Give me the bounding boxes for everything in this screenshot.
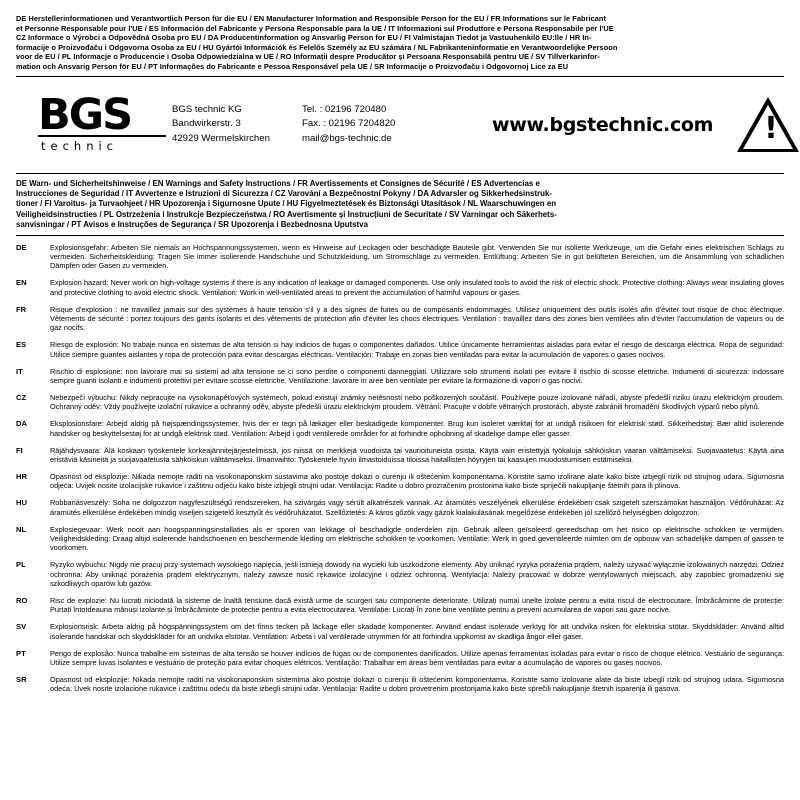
warning-triangle-symbol xyxy=(713,97,800,152)
safety-instructions-table xyxy=(16,243,784,702)
warning-triangle-icon xyxy=(737,97,799,152)
language-text: Explosiegevaar: Werk nooit aan hoogspanningsinstallaties als er sporen van lekkage of beschadigde onderdelen zijn. Gebruik alleen geïsoleerd gereedschap om het risico op elektrische schokken te vermijden. Veiligheidskleding: Draag altijd isolerende handschoenen en beschermende kleding om elektrische schokken te voorkomen. Ventilatie: Werk in goed geventileerde ruimten om de opbouw van schadelijke dampen of gassen te voorkomen. xyxy=(50,524,784,553)
language-text: Rischio di esplosione: non lavorare mai su sistemi ad alta tensione se ci sono perdite o componenti danneggiati. Utilizzare solo strumenti isolati per evitare il rischio di scosse elettriche. Indumenti di sicurezza: indossare sempre guanti isolanti e indumenti protettivi per evitare scosse elettriche. Ventilazione: lavorare in aree ben ventilate per evitare la formazione di vapori o gas nocivi. xyxy=(50,366,784,386)
header-line: et Personne Responsable pour l'UE / ES Información del Fabricante y Persona Responsable para la UE / IT Informazioni sul Produttore e Persona Responsabile per l'UE xyxy=(16,23,614,33)
language-text: Opasnost od eksplozije: Nikada nemojte raditi na visokonaponskim sustavima ako postoje dokazi o curenju ili oštećenim komponentama. Koristite samo izolirane alate kako biste izbjegli rizik od strujnog udara. Sigurnosna odjeća: Uvijek nosite izolacijske rukavice i zaštitnu odjeću kako biste izbjegli strujni udar. Ventilacija: Radite u dobro prozračenim prostorima kako biste spriječili nakupljanje štetnih para ili plinova. xyxy=(50,471,784,491)
language-text: Eksplosionsfare: Arbejd aldrig på højspændingssystemer, hvis der er tegn på lækager eller beskadigede komponenter. Brug kun isoleret værktøj for at undgå risikoen for elektrisk stød. Sikkerhedstøj: Bær altid isolerende handsker og beskyttelsestøj for at undgå elektrisk stød. Ventilation: Arbejd i godt ventilerede områder for at forhindre ophobning af skadelige dampe eller gasser. xyxy=(50,419,784,438)
table-row xyxy=(16,622,784,648)
company-contact-band xyxy=(16,77,784,173)
language-code: PT xyxy=(16,648,26,658)
header-line: voor de EU / PL Informacje o Producencie i Osoba Odpowiedzialna w UE / RO Informații despre Producător și Persoana Responsabilă pentru UE / SV Tillverkarinfor- xyxy=(16,52,600,62)
manufacturer-information-header xyxy=(16,14,784,72)
language-code: EN xyxy=(16,278,27,288)
language-code: DA xyxy=(16,419,27,429)
language-code: HU xyxy=(16,498,27,508)
language-text: Perigo de explosão: Nunca trabalhe em sistemas de alta tensão se houver indícios de fugas ou de componentes danificados. Utilize apenas ferramentas isoladas para evitar o risco de choque elétrico. Vestuário de segurança: Utilize sempre luvas isolantes e vestuário de proteção para evitar choques elétricos. Ventilação: Trabalhar em áreas bem ventiladas para evitar a acumulação de vapores ou gases nocivos. xyxy=(50,648,784,667)
fax-value: 02196 7204820 xyxy=(328,118,396,130)
safety-title-line: DE Warn- und Sicherheitshinweise / EN Warnings and Safety Instructions / FR Avertissements et Consignes de Sécurité / ES Advertencias e xyxy=(16,178,540,188)
telephone-value: 02196 720480 xyxy=(324,103,387,115)
language-code: SR xyxy=(16,674,27,684)
telephone-label: Tel. : xyxy=(302,103,323,115)
language-text: Explosionsgefahr: Arbeiten Sie niemals an Hochspannungssystemen, wenn es Hinweise auf Leckagen oder beschädigte Bauteile gibt. Verwenden Sie nur isolierte Werkzeuge, um die Gefahr eines elektrischen Schlags zu vermeiden. Sicherheitskleidung: Tragen Sie immer isolierende Handschuhe und Schutzkleidung, um Stromschläge zu vermeiden. Entlüftung: Arbeiten Sie in gut belüfteten Bereichen, um die Ansammlung von schädlichen Dämpfen oder Gasen zu vermeiden. xyxy=(50,242,784,271)
fax-row xyxy=(302,117,492,132)
table-row xyxy=(16,446,784,472)
language-code: NL xyxy=(16,524,27,534)
safety-title-line: Veiligheidsinstructies / PL Ostrzeżenia i Instrukcje Bezpieczeństwa / RO Avertismente și Instrucțiuni de Securitate / SV Varningar och Säkerhets- xyxy=(16,209,557,219)
company-name: BGS technic KG xyxy=(172,103,242,115)
table-row xyxy=(16,560,784,596)
exclamation-mark: ! xyxy=(764,111,778,147)
company-contact-details xyxy=(302,103,492,147)
language-text: Riesgo de explosión: No trabaje nunca en sistemas de alta tensión si hay indicios de fugas o componentes dañados. Utilice únicamente herramientas aisladas para evitar el riesgo de descarga eléctrica. Ropa de seguridad: Utilice siempre guantes aislantes y ropa de protección para evitar descargas eléctricas. Ventilación: Trabaje en zonas bien ventiladas para evitar la acumulación de vapores o gases nocivos. xyxy=(50,340,784,359)
header-line: mation och Ansvarig Person för EU / PT Informações do Fabricante e Pessoa Responsável pela UE / SR Informacije o Proizvođaču i Odgovornoj Lice za EU xyxy=(16,61,569,71)
header-line: formacije o Proizvođaču i Odgovorna Osoba za EU / HU Gyártói Információk és Felelős Személy az EU számára / NL Fabrikanteninformatie en Verantwoordelijke Persoon xyxy=(16,42,618,52)
safety-instructions-title xyxy=(16,174,784,235)
table-row xyxy=(16,596,784,622)
language-code: SV xyxy=(16,622,27,632)
language-text: Robbanásveszély: Soha ne dolgozzon nagyfeszültségű rendszereken, ha szivárgás vagy sérült alkatrészek vannak. Az áramütés veszélyének elkerülése érdekében csak szigetelt szerszámokat használjon. Védőruházat: Az áramütés elkerülése érdekében mindig viseljen szigetelő kesztyűt és védőruházatot. Szellőztetés: A káros gőzök vagy gázok kialakulásának megelőzése érdekében jól szellőző helyiségben dolgozzon. xyxy=(50,498,784,517)
language-text: Ryzyko wybuchu: Nigdy nie pracuj przy systemach wysokiego napięcia, jeśli istnieją dowody na wycieki lub uszkodzone elementy. Aby uniknąć ryzyka porażenia prądem, należy używać wyłącznie izolowanych narzędzi. Odzież ochronna: Aby uniknąć porażenia prądem elektrycznym, należy zawsze nosić rękawice izolacyjne i odzież ochronną. Wentylacja: Należy pracować w dobrze wentylowanych miejscach, aby zapobiec gromadzeniu się szkodliwych oparów lub gazów. xyxy=(50,560,784,589)
table-row xyxy=(16,498,784,524)
email-address: mail@bgs-technic.de xyxy=(302,132,392,144)
language-text: Nebezpečí výbuchu: Nikdy nepracujte na vysokonapěťových systémech, pokud existují známky netěsností nebo poškozených součástí. Používejte pouze izolované nářadí, abyste předešli riziku úrazu elektrickým proudem. Ochranný oděv: Vždy používejte izolační rukavice a ochranný oděv, abyste předešli úrazu elektrickým proudem. Větrání: Pracujte v dobře větraných prostorách, abyste zabránili hromadění škodlivých výparů nebo plynů. xyxy=(50,392,784,412)
language-text: Räjähdysvaara: Älä koskaan työskentele korkeajännitejärjestelmissä, jos niissä on merkkejä vuodoista tai vaurioituneista osista. Käytä vain eristettyjä työkaluja sähköiskun vaaran välttämiseksi. Suojavaatetus: Käytä aina eristäviä käsineitä ja suojavaatetusta sähköiskun välttämiseksi. Ilmanvaihto: Työskentele hyvin ilmastoiduissa tiloissa haitallisten höyryjen tai kaasujen muodostumisen estämiseksi. xyxy=(50,445,784,464)
language-code: IT xyxy=(16,366,23,376)
table-row xyxy=(16,243,784,279)
header-line: DE Herstellerinformationen und Verantwortlich Person für die EU / EN Manufacturer Information and Responsible Person for the EU / FR Informations sur le Fabricant xyxy=(16,14,606,23)
language-code: HR xyxy=(16,471,27,481)
language-code: CZ xyxy=(16,392,27,402)
language-code: FR xyxy=(16,304,27,314)
website-url: www.bgstechnic.com xyxy=(492,113,714,136)
safety-title-line: Instrucciones de Seguridad / IT Avvertenze e Istruzioni di Sicurezza / CZ Varování a Bezpečnostní Pokyny / DA Advarsler og Sikkerhedsinstruk- xyxy=(16,188,552,198)
safety-title-line: tioner / FI Varoitus- ja Turvaohjeet / HR Upozorenja i Sigurnosne Upute / HU Figyelmeztetések és Biztonsági Utasítások / NL Waarschuwingen en xyxy=(16,199,557,209)
language-text: Explosionsrisk: Arbeta aldrig på högspänningssystem om det finns tecken på läckage eller skadade komponenter. Använd endast isolerade verktyg för att undvika risken för elektriska stötar. Skyddskläder: Använd alltid isolerande handskar och skyddskläder för att undvika elstötar. Ventilation: Arbeta i väl ventilerade utrymmen för att förhindra uppkomst av skadliga ångor eller gaser. xyxy=(50,622,784,641)
table-row xyxy=(16,419,784,445)
language-text: Opasnost od eksplozije: Nikada nemojte raditi na visokonaponskim sistemima ako postoje dokazi o curenju ili oštećenim komponentama. Koristite samo izolovane alate da biste izbegli rizik od strujnog udara. Sigurnosna odeća: Uvek nosite izolacione rukavice i zaštitnu odeću da biste izbegli strujni udar. Ventilacija: Radite u dobro provetrenim prostorijama kako biste sprečili nakupljanje štetnih isparenja ili gasova. xyxy=(50,674,784,694)
table-row xyxy=(16,340,784,366)
company-address xyxy=(166,103,302,147)
table-row xyxy=(16,649,784,675)
divider-bottom xyxy=(16,235,784,236)
safety-title-line: sanvisningar / PT Avisos e Instruções de Segurança / SR Upozorenja i Bezbednosna Uputstva xyxy=(16,220,368,230)
language-code: PL xyxy=(16,560,26,570)
fax-label: Fax. : xyxy=(302,118,326,130)
language-text: Risc de explozie: Nu lucrați niciodată la sisteme de înaltă tensiune dacă există urme de scurgeri sau componente deteriorate. Utilizați numai unelte izolate pentru a evita riscul de electrocutare. Îmbrăcăminte de protecție: Purtați întotdeauna mănuși izolante și îmbrăcăminte de protecție pentru a evita electrocutarea. Ventilație: Lucrați în zone bine ventilate pentru a preveni acumularea de vapori sau gaze nocive. xyxy=(50,595,784,615)
language-text: Risque d'explosion : ne travaillez jamais sur des systèmes à haute tension s'il y a des signes de fuites ou de composants endommagés. Utilisez uniquement des outils isolés afin d'éviter tout risque de choc électrique. Vêtements de sécurité : portez toujours des gants isolants et des vêtements de protection afin d'éviter les chocs électriques. Ventilation : travaillez dans des zones bien ventilées afin d'éviter l'accumulation de vapeurs ou de gaz nocifs. xyxy=(50,304,784,333)
table-row xyxy=(16,367,784,393)
company-city: 42929 Wermelskirchen xyxy=(172,132,270,144)
language-code: ES xyxy=(16,340,27,350)
table-row xyxy=(16,525,784,561)
table-row xyxy=(16,278,784,304)
company-street: Bandwirkerstr. 3 xyxy=(172,118,241,130)
language-text: Explosion hazard: Never work on high-voltage systems if there is any indication of leakage or damaged components. Use only insulated tools to avoid the risk of electric shock. Protective clothing: Always wear insulating gloves and protective clothing to avoid electric shock. Ventilation: Work in well-ventilated areas to prevent the accumulation of harmful vapours or gases. xyxy=(50,278,784,297)
language-code: RO xyxy=(16,595,28,605)
table-row xyxy=(16,472,784,498)
table-row xyxy=(16,675,784,701)
language-code: DE xyxy=(16,242,27,252)
table-row xyxy=(16,305,784,341)
table-row xyxy=(16,393,784,419)
telephone-row xyxy=(302,103,492,118)
bgs-logo xyxy=(16,89,166,153)
header-line: CZ Informace o Výrobci a Odpovědná Osoba pro EU / DA Producentinformation og Ansvarlig Person for EU / FI Valmistajan Tiedot ja Vastuuhenkilö EU:lle / HR In- xyxy=(16,33,592,43)
logo-subtext: technic xyxy=(41,138,119,153)
logo-wordmark: BGS xyxy=(38,89,132,140)
language-code: FI xyxy=(16,445,23,455)
